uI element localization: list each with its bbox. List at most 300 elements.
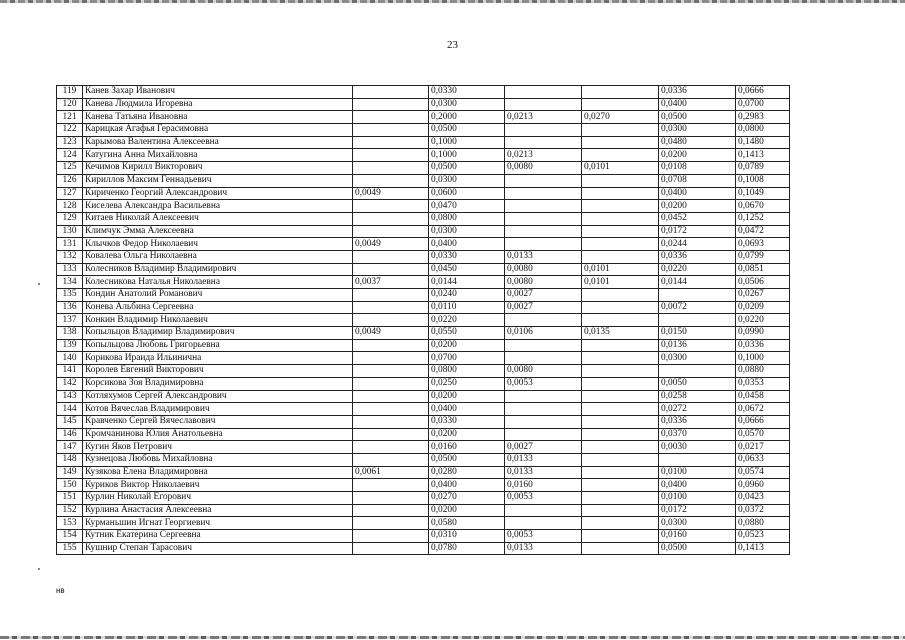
value-cell xyxy=(659,314,736,327)
value-cell xyxy=(582,314,659,327)
value-cell: 0,0200 xyxy=(659,149,736,162)
value-cell xyxy=(353,174,429,187)
person-name: Конкин Владимир Николаевич xyxy=(83,314,353,327)
table-row xyxy=(57,174,790,187)
row-number: 134 xyxy=(57,276,83,289)
row-number: 145 xyxy=(57,415,83,428)
row-number: 148 xyxy=(57,453,83,466)
value-cell: 0,0133 xyxy=(505,466,582,479)
value-cell xyxy=(582,517,659,530)
row-number: 126 xyxy=(57,174,83,187)
value-cell: 0,0027 xyxy=(505,301,582,314)
row-number: 146 xyxy=(57,428,83,441)
value-cell: 0,0108 xyxy=(659,162,736,175)
value-cell: 0,0110 xyxy=(429,301,505,314)
value-cell xyxy=(353,111,429,124)
person-name: Канев Захар Иванович xyxy=(83,86,353,99)
value-cell xyxy=(582,542,659,555)
shares-table xyxy=(56,85,790,555)
total-cell: 0,0267 xyxy=(736,289,790,302)
value-cell xyxy=(353,149,429,162)
value-cell: 0,0310 xyxy=(429,530,505,543)
value-cell xyxy=(582,136,659,149)
table-row xyxy=(57,250,790,263)
row-number: 135 xyxy=(57,289,83,302)
value-cell: 0,0200 xyxy=(429,504,505,517)
row-number: 133 xyxy=(57,263,83,276)
total-cell: 0,0666 xyxy=(736,86,790,99)
value-cell: 0,0150 xyxy=(659,327,736,340)
value-cell: 0,0450 xyxy=(429,263,505,276)
value-cell: 0,0500 xyxy=(429,453,505,466)
value-cell: 0,0400 xyxy=(429,238,505,251)
total-cell: 0,0633 xyxy=(736,453,790,466)
table-row xyxy=(57,111,790,124)
total-cell: 0,1480 xyxy=(736,136,790,149)
value-cell xyxy=(582,504,659,517)
value-cell: 0,0030 xyxy=(659,441,736,454)
table-row xyxy=(57,390,790,403)
total-cell: 0,0700 xyxy=(736,98,790,111)
page-number: 23 xyxy=(447,39,458,51)
value-cell xyxy=(353,339,429,352)
value-cell xyxy=(505,187,582,200)
total-cell: 0,0789 xyxy=(736,162,790,175)
person-name: Канева Татьяна Ивановна xyxy=(83,111,353,124)
value-cell: 0,0133 xyxy=(505,453,582,466)
person-name: Клычков Федор Николаевич xyxy=(83,238,353,251)
table-row xyxy=(57,466,790,479)
value-cell: 0,0061 xyxy=(353,466,429,479)
row-number: 153 xyxy=(57,517,83,530)
total-cell: 0,0523 xyxy=(736,530,790,543)
value-cell xyxy=(353,504,429,517)
person-name: Кондин Анатолий Романович xyxy=(83,289,353,302)
value-cell: 0,0213 xyxy=(505,111,582,124)
scan-bottom-edge xyxy=(0,636,905,639)
table-row xyxy=(57,365,790,378)
value-cell xyxy=(582,174,659,187)
value-cell xyxy=(505,174,582,187)
row-number: 150 xyxy=(57,479,83,492)
value-cell xyxy=(353,352,429,365)
value-cell: 0,0050 xyxy=(659,377,736,390)
person-name: Кравченко Сергей Вячеславович xyxy=(83,415,353,428)
table-row xyxy=(57,339,790,352)
value-cell: 0,0300 xyxy=(429,174,505,187)
value-cell: 0,0144 xyxy=(429,276,505,289)
value-cell: 0,0100 xyxy=(659,466,736,479)
total-cell: 0,1049 xyxy=(736,187,790,200)
table-row xyxy=(57,504,790,517)
value-cell: 0,0336 xyxy=(659,250,736,263)
value-cell: 0,0080 xyxy=(505,263,582,276)
value-cell xyxy=(582,149,659,162)
total-cell: 0,0372 xyxy=(736,504,790,517)
value-cell: 0,0101 xyxy=(582,263,659,276)
value-cell: 0,0160 xyxy=(505,479,582,492)
value-cell: 0,0336 xyxy=(659,415,736,428)
value-cell xyxy=(353,124,429,137)
value-cell xyxy=(582,365,659,378)
value-cell: 0,0800 xyxy=(429,212,505,225)
row-number: 141 xyxy=(57,365,83,378)
row-number: 123 xyxy=(57,136,83,149)
value-cell: 0,0480 xyxy=(659,136,736,149)
total-cell: 0,1413 xyxy=(736,149,790,162)
person-name: Колесникова Наталья Николаевна xyxy=(83,276,353,289)
value-cell: 0,0072 xyxy=(659,301,736,314)
value-cell: 0,0101 xyxy=(582,162,659,175)
value-cell: 0,0270 xyxy=(582,111,659,124)
table-row xyxy=(57,492,790,505)
value-cell xyxy=(353,530,429,543)
total-cell: 0,0960 xyxy=(736,479,790,492)
value-cell xyxy=(505,339,582,352)
table-row xyxy=(57,441,790,454)
value-cell xyxy=(353,377,429,390)
table-row xyxy=(57,238,790,251)
table-row xyxy=(57,301,790,314)
value-cell xyxy=(353,365,429,378)
value-cell: 0,0272 xyxy=(659,403,736,416)
table-row xyxy=(57,276,790,289)
row-number: 129 xyxy=(57,212,83,225)
table-row xyxy=(57,212,790,225)
value-cell xyxy=(505,238,582,251)
value-cell xyxy=(353,314,429,327)
value-cell xyxy=(353,479,429,492)
value-cell: 0,0452 xyxy=(659,212,736,225)
row-number: 127 xyxy=(57,187,83,200)
value-cell xyxy=(582,352,659,365)
value-cell: 0,0330 xyxy=(429,86,505,99)
value-cell xyxy=(353,250,429,263)
total-cell: 0,0990 xyxy=(736,327,790,340)
table-row xyxy=(57,149,790,162)
row-number: 122 xyxy=(57,124,83,137)
table-row xyxy=(57,187,790,200)
table-row xyxy=(57,200,790,213)
value-cell: 0,1000 xyxy=(429,149,505,162)
value-cell xyxy=(353,517,429,530)
total-cell: 0,2983 xyxy=(736,111,790,124)
person-name: Корсикова Зоя Владимировна xyxy=(83,377,353,390)
person-name: Куриков Виктор Николаевич xyxy=(83,479,353,492)
person-name: Карымова Валентина Алексеевна xyxy=(83,136,353,149)
value-cell: 0,0244 xyxy=(659,238,736,251)
value-cell xyxy=(659,453,736,466)
value-cell: 0,0135 xyxy=(582,327,659,340)
value-cell: 0,0470 xyxy=(429,200,505,213)
value-cell xyxy=(582,453,659,466)
row-number: 132 xyxy=(57,250,83,263)
value-cell: 0,0580 xyxy=(429,517,505,530)
table-row xyxy=(57,403,790,416)
row-number: 143 xyxy=(57,390,83,403)
value-cell xyxy=(582,441,659,454)
value-cell xyxy=(353,415,429,428)
value-cell xyxy=(582,98,659,111)
person-name: Конева Альбина Сергеевна xyxy=(83,301,353,314)
value-cell: 0,0220 xyxy=(429,314,505,327)
value-cell: 0,0136 xyxy=(659,339,736,352)
total-cell: 0,1008 xyxy=(736,174,790,187)
value-cell xyxy=(353,212,429,225)
table-row xyxy=(57,453,790,466)
value-cell: 0,0200 xyxy=(429,339,505,352)
row-number: 128 xyxy=(57,200,83,213)
person-name: Кромчанинова Юлия Анатольевна xyxy=(83,428,353,441)
value-cell xyxy=(582,530,659,543)
value-cell xyxy=(505,403,582,416)
value-cell xyxy=(353,428,429,441)
person-name: Королев Евгений Викторович xyxy=(83,365,353,378)
value-cell xyxy=(582,187,659,200)
person-name: Курманьшин Игнат Георгиевич xyxy=(83,517,353,530)
value-cell xyxy=(582,390,659,403)
table-row xyxy=(57,377,790,390)
value-cell xyxy=(582,225,659,238)
value-cell xyxy=(582,415,659,428)
total-cell: 0,0880 xyxy=(736,517,790,530)
person-name: Кугин Яков Петрович xyxy=(83,441,353,454)
value-cell: 0,0049 xyxy=(353,327,429,340)
value-cell: 0,0220 xyxy=(659,263,736,276)
total-cell: 0,0209 xyxy=(736,301,790,314)
person-name: Карицкая Агафья Герасимовна xyxy=(83,124,353,137)
value-cell: 0,0027 xyxy=(505,289,582,302)
value-cell xyxy=(505,390,582,403)
value-cell xyxy=(582,466,659,479)
person-name: Курлина Анастасия Алексеевна xyxy=(83,504,353,517)
total-cell: 0,0880 xyxy=(736,365,790,378)
value-cell xyxy=(353,492,429,505)
value-cell: 0,0300 xyxy=(659,517,736,530)
value-cell xyxy=(353,390,429,403)
table-row xyxy=(57,86,790,99)
value-cell: 0,0780 xyxy=(429,542,505,555)
person-name: Канева Людмила Игоревна xyxy=(83,98,353,111)
value-cell xyxy=(505,200,582,213)
total-cell: 0,0672 xyxy=(736,403,790,416)
value-cell: 0,0500 xyxy=(429,162,505,175)
value-cell xyxy=(505,136,582,149)
value-cell: 0,0101 xyxy=(582,276,659,289)
total-cell: 0,0423 xyxy=(736,492,790,505)
person-name: Курлин Николай Егорович xyxy=(83,492,353,505)
row-number: 140 xyxy=(57,352,83,365)
value-cell: 0,0400 xyxy=(429,479,505,492)
table-row xyxy=(57,124,790,137)
value-cell: 0,0330 xyxy=(429,415,505,428)
total-cell: 0,0458 xyxy=(736,390,790,403)
scan-speck xyxy=(38,283,40,285)
value-cell: 0,0400 xyxy=(659,479,736,492)
total-cell: 0,0799 xyxy=(736,250,790,263)
value-cell: 0,0336 xyxy=(659,86,736,99)
value-cell: 0,0240 xyxy=(429,289,505,302)
value-cell: 0,0300 xyxy=(429,225,505,238)
value-cell: 0,0080 xyxy=(505,276,582,289)
value-cell: 0,0370 xyxy=(659,428,736,441)
value-cell: 0,0500 xyxy=(659,542,736,555)
value-cell xyxy=(582,428,659,441)
total-cell: 0,0220 xyxy=(736,314,790,327)
value-cell xyxy=(353,200,429,213)
value-cell xyxy=(353,453,429,466)
value-cell xyxy=(505,225,582,238)
total-cell: 0,0693 xyxy=(736,238,790,251)
value-cell xyxy=(659,365,736,378)
row-number: 152 xyxy=(57,504,83,517)
row-number: 155 xyxy=(57,542,83,555)
row-number: 125 xyxy=(57,162,83,175)
total-cell: 0,1413 xyxy=(736,542,790,555)
value-cell: 0,0080 xyxy=(505,365,582,378)
value-cell: 0,0400 xyxy=(429,403,505,416)
row-number: 149 xyxy=(57,466,83,479)
person-name: Котов Вячеслав Владимирович xyxy=(83,403,353,416)
person-name: Копыльцов Владимир Владимирович xyxy=(83,327,353,340)
person-name: Котляхумов Сергей Александрович xyxy=(83,390,353,403)
value-cell: 0,0160 xyxy=(659,530,736,543)
value-cell: 0,0400 xyxy=(659,187,736,200)
value-cell: 0,0053 xyxy=(505,492,582,505)
table-row xyxy=(57,314,790,327)
value-cell xyxy=(582,212,659,225)
person-name: Катугина Анна Михайловна xyxy=(83,149,353,162)
row-number: 139 xyxy=(57,339,83,352)
value-cell xyxy=(353,542,429,555)
person-name: Киселева Александра Васильевна xyxy=(83,200,353,213)
total-cell: 0,0472 xyxy=(736,225,790,238)
total-cell: 0,0570 xyxy=(736,428,790,441)
person-name: Кириллов Максим Геннадьевич xyxy=(83,174,353,187)
value-cell xyxy=(659,289,736,302)
value-cell xyxy=(353,301,429,314)
value-cell: 0,0270 xyxy=(429,492,505,505)
value-cell: 0,0172 xyxy=(659,225,736,238)
total-cell: 0,0666 xyxy=(736,415,790,428)
value-cell: 0,0100 xyxy=(659,492,736,505)
value-cell xyxy=(505,517,582,530)
value-cell: 0,0300 xyxy=(429,98,505,111)
person-name: Кузнецова Любовь Михайловна xyxy=(83,453,353,466)
value-cell: 0,2000 xyxy=(429,111,505,124)
row-number: 120 xyxy=(57,98,83,111)
value-cell: 0,0250 xyxy=(429,377,505,390)
value-cell xyxy=(353,403,429,416)
value-cell xyxy=(505,124,582,137)
value-cell xyxy=(582,492,659,505)
value-cell: 0,0053 xyxy=(505,377,582,390)
person-name: Китаев Николай Алексеевич xyxy=(83,212,353,225)
value-cell xyxy=(582,250,659,263)
value-cell: 0,0700 xyxy=(429,352,505,365)
row-number: 121 xyxy=(57,111,83,124)
table-row xyxy=(57,415,790,428)
value-cell: 0,0172 xyxy=(659,504,736,517)
value-cell: 0,0600 xyxy=(429,187,505,200)
table-row xyxy=(57,327,790,340)
value-cell xyxy=(505,86,582,99)
value-cell xyxy=(353,162,429,175)
person-name: Кечимов Кирилл Викторович xyxy=(83,162,353,175)
value-cell: 0,1000 xyxy=(429,136,505,149)
table-row xyxy=(57,98,790,111)
value-cell: 0,0280 xyxy=(429,466,505,479)
value-cell: 0,0200 xyxy=(429,390,505,403)
row-number: 119 xyxy=(57,86,83,99)
row-number: 130 xyxy=(57,225,83,238)
value-cell: 0,0133 xyxy=(505,250,582,263)
total-cell: 0,1000 xyxy=(736,352,790,365)
value-cell xyxy=(582,200,659,213)
value-cell: 0,0106 xyxy=(505,327,582,340)
value-cell: 0,0330 xyxy=(429,250,505,263)
value-cell xyxy=(353,289,429,302)
value-cell xyxy=(582,289,659,302)
value-cell xyxy=(353,263,429,276)
value-cell xyxy=(505,352,582,365)
table-body xyxy=(57,86,790,555)
row-number: 154 xyxy=(57,530,83,543)
total-cell: 0,0506 xyxy=(736,276,790,289)
value-cell xyxy=(582,403,659,416)
value-cell: 0,0500 xyxy=(659,111,736,124)
total-cell: 0,0574 xyxy=(736,466,790,479)
value-cell xyxy=(505,314,582,327)
person-name: Кузякова Елена Владимировна xyxy=(83,466,353,479)
row-number: 137 xyxy=(57,314,83,327)
value-cell: 0,0258 xyxy=(659,390,736,403)
value-cell: 0,0550 xyxy=(429,327,505,340)
value-cell: 0,0049 xyxy=(353,238,429,251)
value-cell: 0,0800 xyxy=(429,365,505,378)
table-row xyxy=(57,289,790,302)
value-cell xyxy=(505,415,582,428)
total-cell: 0,1252 xyxy=(736,212,790,225)
value-cell xyxy=(582,339,659,352)
table-row xyxy=(57,136,790,149)
scan-top-edge xyxy=(0,0,905,3)
value-cell xyxy=(353,86,429,99)
value-cell: 0,0400 xyxy=(659,98,736,111)
total-cell: 0,0353 xyxy=(736,377,790,390)
row-number: 138 xyxy=(57,327,83,340)
value-cell xyxy=(505,504,582,517)
value-cell xyxy=(505,428,582,441)
value-cell: 0,0160 xyxy=(429,441,505,454)
value-cell: 0,0133 xyxy=(505,542,582,555)
table-row xyxy=(57,225,790,238)
value-cell: 0,0300 xyxy=(659,352,736,365)
value-cell: 0,0144 xyxy=(659,276,736,289)
value-cell xyxy=(353,225,429,238)
value-cell xyxy=(582,301,659,314)
person-name: Копыльцова Любовь Григорьевна xyxy=(83,339,353,352)
value-cell xyxy=(582,377,659,390)
table-row xyxy=(57,542,790,555)
total-cell: 0,0217 xyxy=(736,441,790,454)
row-number: 136 xyxy=(57,301,83,314)
person-name: Колесников Владимир Владимирович xyxy=(83,263,353,276)
row-number: 151 xyxy=(57,492,83,505)
value-cell: 0,0027 xyxy=(505,441,582,454)
value-cell: 0,0500 xyxy=(429,124,505,137)
row-number: 131 xyxy=(57,238,83,251)
